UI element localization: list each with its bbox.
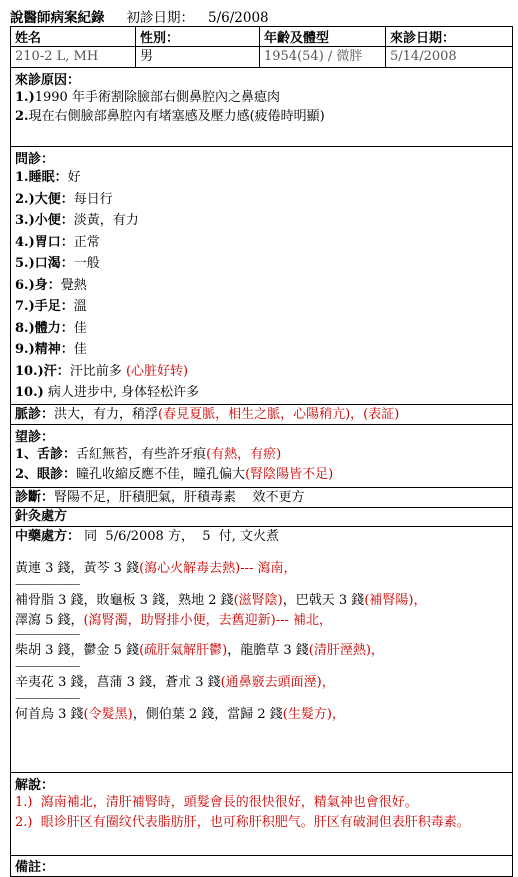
herbal-group: 補骨脂 3 錢，敗龜板 3 錢，熟地 2 錢(滋腎陰)，巴戟天 3 錢(補腎陽)， [15,592,427,608]
inquiry-item: 5.)口渴：一般 [15,256,100,271]
herbal-group: 何首烏 3 錢(令髮黑)，側伯葉 2 錢，當歸 2 錢(生髮方)， [15,706,345,722]
inquiry-item: 6.)身：覺熱 [15,277,87,293]
remark-section [11,855,513,876]
record-table [10,26,513,877]
patient-age: 1954(54) / 微胖 [260,47,386,68]
inquiry-item: 4.)胃口：正常 [15,234,100,250]
observe-item: 1、舌診：舌紅無苔，有些許牙痕(有熱，有瘀) [15,446,282,462]
separator-line: ------------------- [15,690,80,706]
patient-sex: 男 [136,47,260,68]
pulse-label: 脈診： [15,406,55,422]
explain-item: 1.) 瀉南補北，清肝補腎時，頭髮會長的很快很好，精氣神也會很好。 [15,794,418,810]
reason-item: 1.)1990 年手術割除臉部右側鼻腔內之鼻瘜肉 [15,90,280,105]
inquiry-label: 問診： [15,152,55,167]
patient-name: 210-2 L, MH [11,47,136,68]
diagnosis-text: 腎陽不足，肝積肥氣，肝積毒素 效不更方 [54,489,305,505]
herbal-group: 黃連 3 錢，黃芩 3 錢(瀉心火解毒去熱)--- 瀉南， [15,560,297,576]
separator-line: ------------------- [15,626,80,642]
patient-row [11,47,513,68]
sex-label: 性別： [136,27,260,47]
diagnosis-section [11,487,513,507]
title-row [10,6,512,26]
header-row [11,27,513,47]
observe-label: 望診： [15,429,55,445]
reason-label: 來診原因： [15,73,81,88]
name-label: 姓名 [11,27,136,47]
explain-item: 2.) 眼诊肝区有圈纹代表脂肪肝，也可称肝积肥气。肝区有破洞但表肝积毒素。 [15,814,470,830]
herbal-group: 澤瀉 5 錢，(瀉腎濁，助腎排小便，去舊迎新)--- 補北， [15,612,333,628]
herbal-group: 柴胡 3 錢，鬱金 5 錢(疏肝氣解肝鬱)，龍膽草 3 錢(清肝溼熱)， [15,642,384,658]
herbal-section [11,526,513,772]
pulse-text: 洪大，有力，稍浮 [54,406,159,422]
inquiry-item: 2.)大便：每日行 [15,191,113,207]
reason-section [11,68,513,147]
herbal-header: 中藥處方： 同 5/6/2008 方， 5 付, 文火煮 [15,528,280,544]
observe-item: 2、眼診：瞳孔收縮反應不佳，瞳孔偏大(腎陰陽皆不足) [15,466,334,482]
age-label: 年齡及體型 [260,27,386,47]
reason-item: 2.現在右側臉部鼻腔內有堵塞感及壓力感(疲倦時明顯) [15,109,325,124]
first-visit-label: 初診日期： [126,10,194,26]
inquiry-item: 1.睡眠：好 [15,170,81,185]
visit-date-label: 來診日期： [386,27,513,47]
observe-section [11,424,513,487]
acupuncture-label: 針灸處方 [15,508,68,524]
inquiry-item: 8.)體力：佳 [15,320,87,336]
pulse-section [11,404,513,424]
record-title: 說醫師病案紀錄 [10,10,105,26]
patient-visit-date: 5/14/2008 [386,47,513,68]
explain-label: 解說： [15,777,55,793]
separator-line: ------------------- [15,576,80,592]
inquiry-section [11,147,513,405]
herbal-group: 辛夷花 3 錢，菖蒲 3 錢，蒼朮 3 錢(通鼻竅去頭面溼)， [15,674,335,690]
diagnosis-label: 診斷： [15,489,55,505]
remark-label: 備註： [15,859,55,875]
inquiry-item: 7.)手足：溫 [15,299,87,314]
inquiry-item: 10.)汗：汗比前多 (心脏好转) [15,363,189,379]
separator-line: ------------------- [15,658,80,674]
inquiry-item: 3.)小便：淡黃，有力 [15,213,139,228]
inquiry-item: 10.) 病人进步中, 身体轻松许多 [15,385,200,400]
explain-section [11,772,513,855]
medical-record-page [10,6,512,877]
pulse-note: (春見夏脈，相生之脈，心陽稍亢)，(表証) [158,406,400,422]
first-visit-date: 5/6/2008 [208,10,269,26]
inquiry-item: 9.)精神：佳 [15,342,87,357]
acupuncture-section [11,507,513,526]
